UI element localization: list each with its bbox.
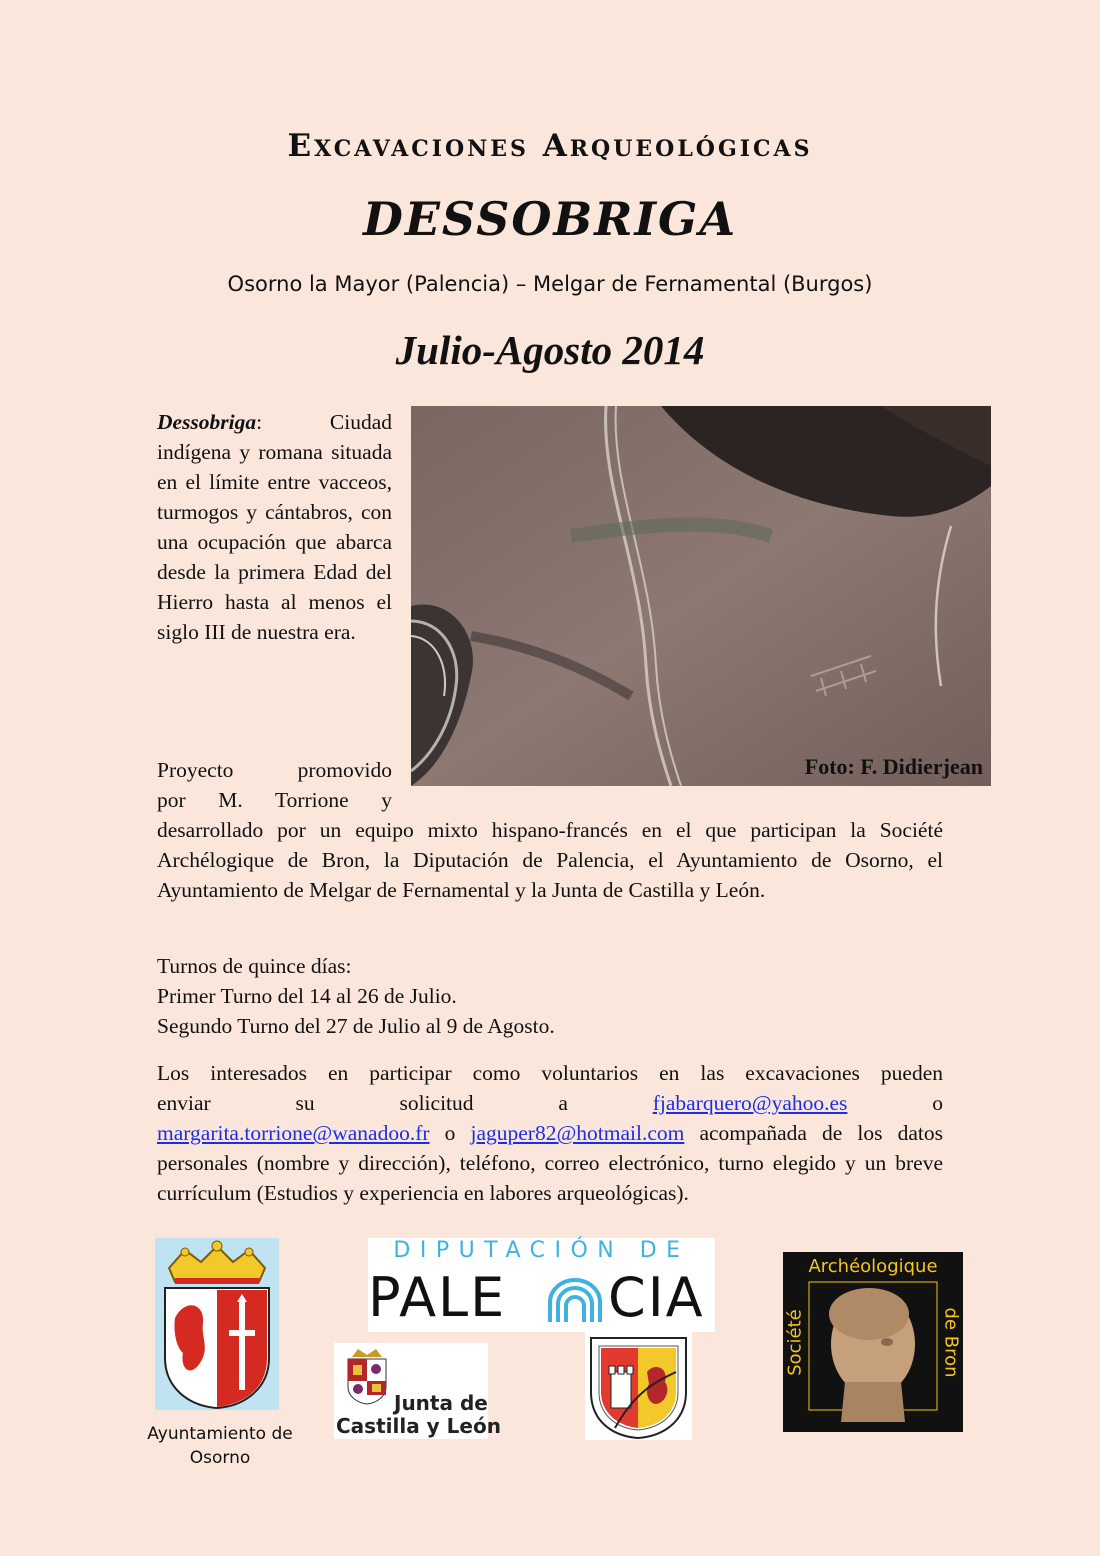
diputacion-main-right: CIA [608, 1266, 705, 1329]
photo-credit: Foto: F. Didierjean [804, 754, 983, 779]
site-description [157, 407, 392, 647]
project-description: desarrollado por un equipo mixto hispano-francés en el que participan la Société Archélogique de Bron, la Diputación de Palencia, el Ayuntamiento de Osorno, el Ayuntamiento de Melgar de Fernamental y la Junta de Castilla y León. [157, 818, 943, 902]
aerial-photo [411, 406, 991, 786]
site-description-text: : Ciudad indígena y romana situada en el límite entre vacceos, turmogos y cántabros, con una ocupación que abarca desde la primera Edad del Hierro hasta al menos el siglo III de nuestra era. [157, 410, 392, 644]
diputacion-arch-icon [546, 1276, 604, 1324]
page-title: Excavaciones Arqueológicas [287, 128, 813, 164]
dates-heading: Julio-Agosto 2014 [395, 327, 705, 373]
contact-line-2 [157, 1088, 943, 1118]
osorno-coat-of-arms-icon [155, 1238, 279, 1410]
site-term: Dessobriga [157, 410, 257, 434]
melgar-logo [585, 1332, 692, 1440]
contact-rest [157, 1118, 943, 1208]
email-link-wanadoo[interactable]: margarita.torrione@wanadoo.fr [157, 1121, 430, 1145]
bron-bust-icon [783, 1252, 963, 1432]
project-line-1: Proyecto promovido [157, 758, 392, 782]
contact-word: enviar [157, 1091, 211, 1115]
diputacion-main-left: PALE [368, 1266, 507, 1329]
turno-second: Segundo Turno del 27 de Julio al 9 de Agosto. [157, 1014, 555, 1038]
bron-left-text: Société [784, 1309, 806, 1376]
contact-separator: o [429, 1121, 471, 1145]
bron-logo [783, 1252, 963, 1432]
osorno-label [130, 1422, 310, 1470]
turnos-section [157, 951, 943, 1041]
osorno-logo [155, 1238, 279, 1410]
location-line: Osorno la Mayor (Palencia) – Melgar de Fernamental (Burgos) [227, 272, 873, 296]
email-link-yahoo[interactable]: fjabarquero@yahoo.es [652, 1091, 848, 1115]
turno-first: Primer Turno del 14 al 26 de Julio. [157, 984, 457, 1008]
contact-intro: Los interesados en participar como voluntarios en las excavaciones pueden [157, 1061, 943, 1085]
contact-word: solicitud [399, 1091, 474, 1115]
email-link-hotmail[interactable]: jaguper82@hotmail.com [470, 1121, 685, 1145]
aerial-photo-image [411, 406, 991, 786]
junta-line-1: Junta de [394, 1391, 488, 1415]
melgar-coat-of-arms-icon [585, 1332, 692, 1440]
osorno-label-line-1: Ayuntamiento de [147, 1424, 293, 1444]
contact-word: o [932, 1091, 943, 1115]
project-line-2: por M. Torrione y [157, 788, 392, 812]
osorno-label-line-2: Osorno [189, 1448, 251, 1468]
diputacion-top-text: DIPUTACIÓN DE [393, 1238, 690, 1263]
contact-word: su [295, 1091, 315, 1115]
junta-castilla-leon-logo [334, 1343, 501, 1439]
contact-tail: acompañada de los datos personales (nombre y dirección), teléfono, correo electrónico, turno elegido y un breve currículum (Estudios y experiencia en labores arqueológicas). [157, 1121, 943, 1205]
bron-right-text: de Bron [940, 1307, 962, 1378]
bron-top-text: Archéologique [808, 1256, 938, 1277]
project-intro [157, 755, 392, 815]
site-name: DESSOBRIGA [362, 192, 738, 246]
diputacion-palencia-logo [368, 1238, 715, 1332]
contact-word: a [558, 1091, 568, 1115]
contact-section [157, 1058, 943, 1208]
junta-line-2: Castilla y León [336, 1414, 501, 1438]
junta-shield-icon [344, 1347, 390, 1405]
turnos-heading: Turnos de quince días: [157, 954, 352, 978]
